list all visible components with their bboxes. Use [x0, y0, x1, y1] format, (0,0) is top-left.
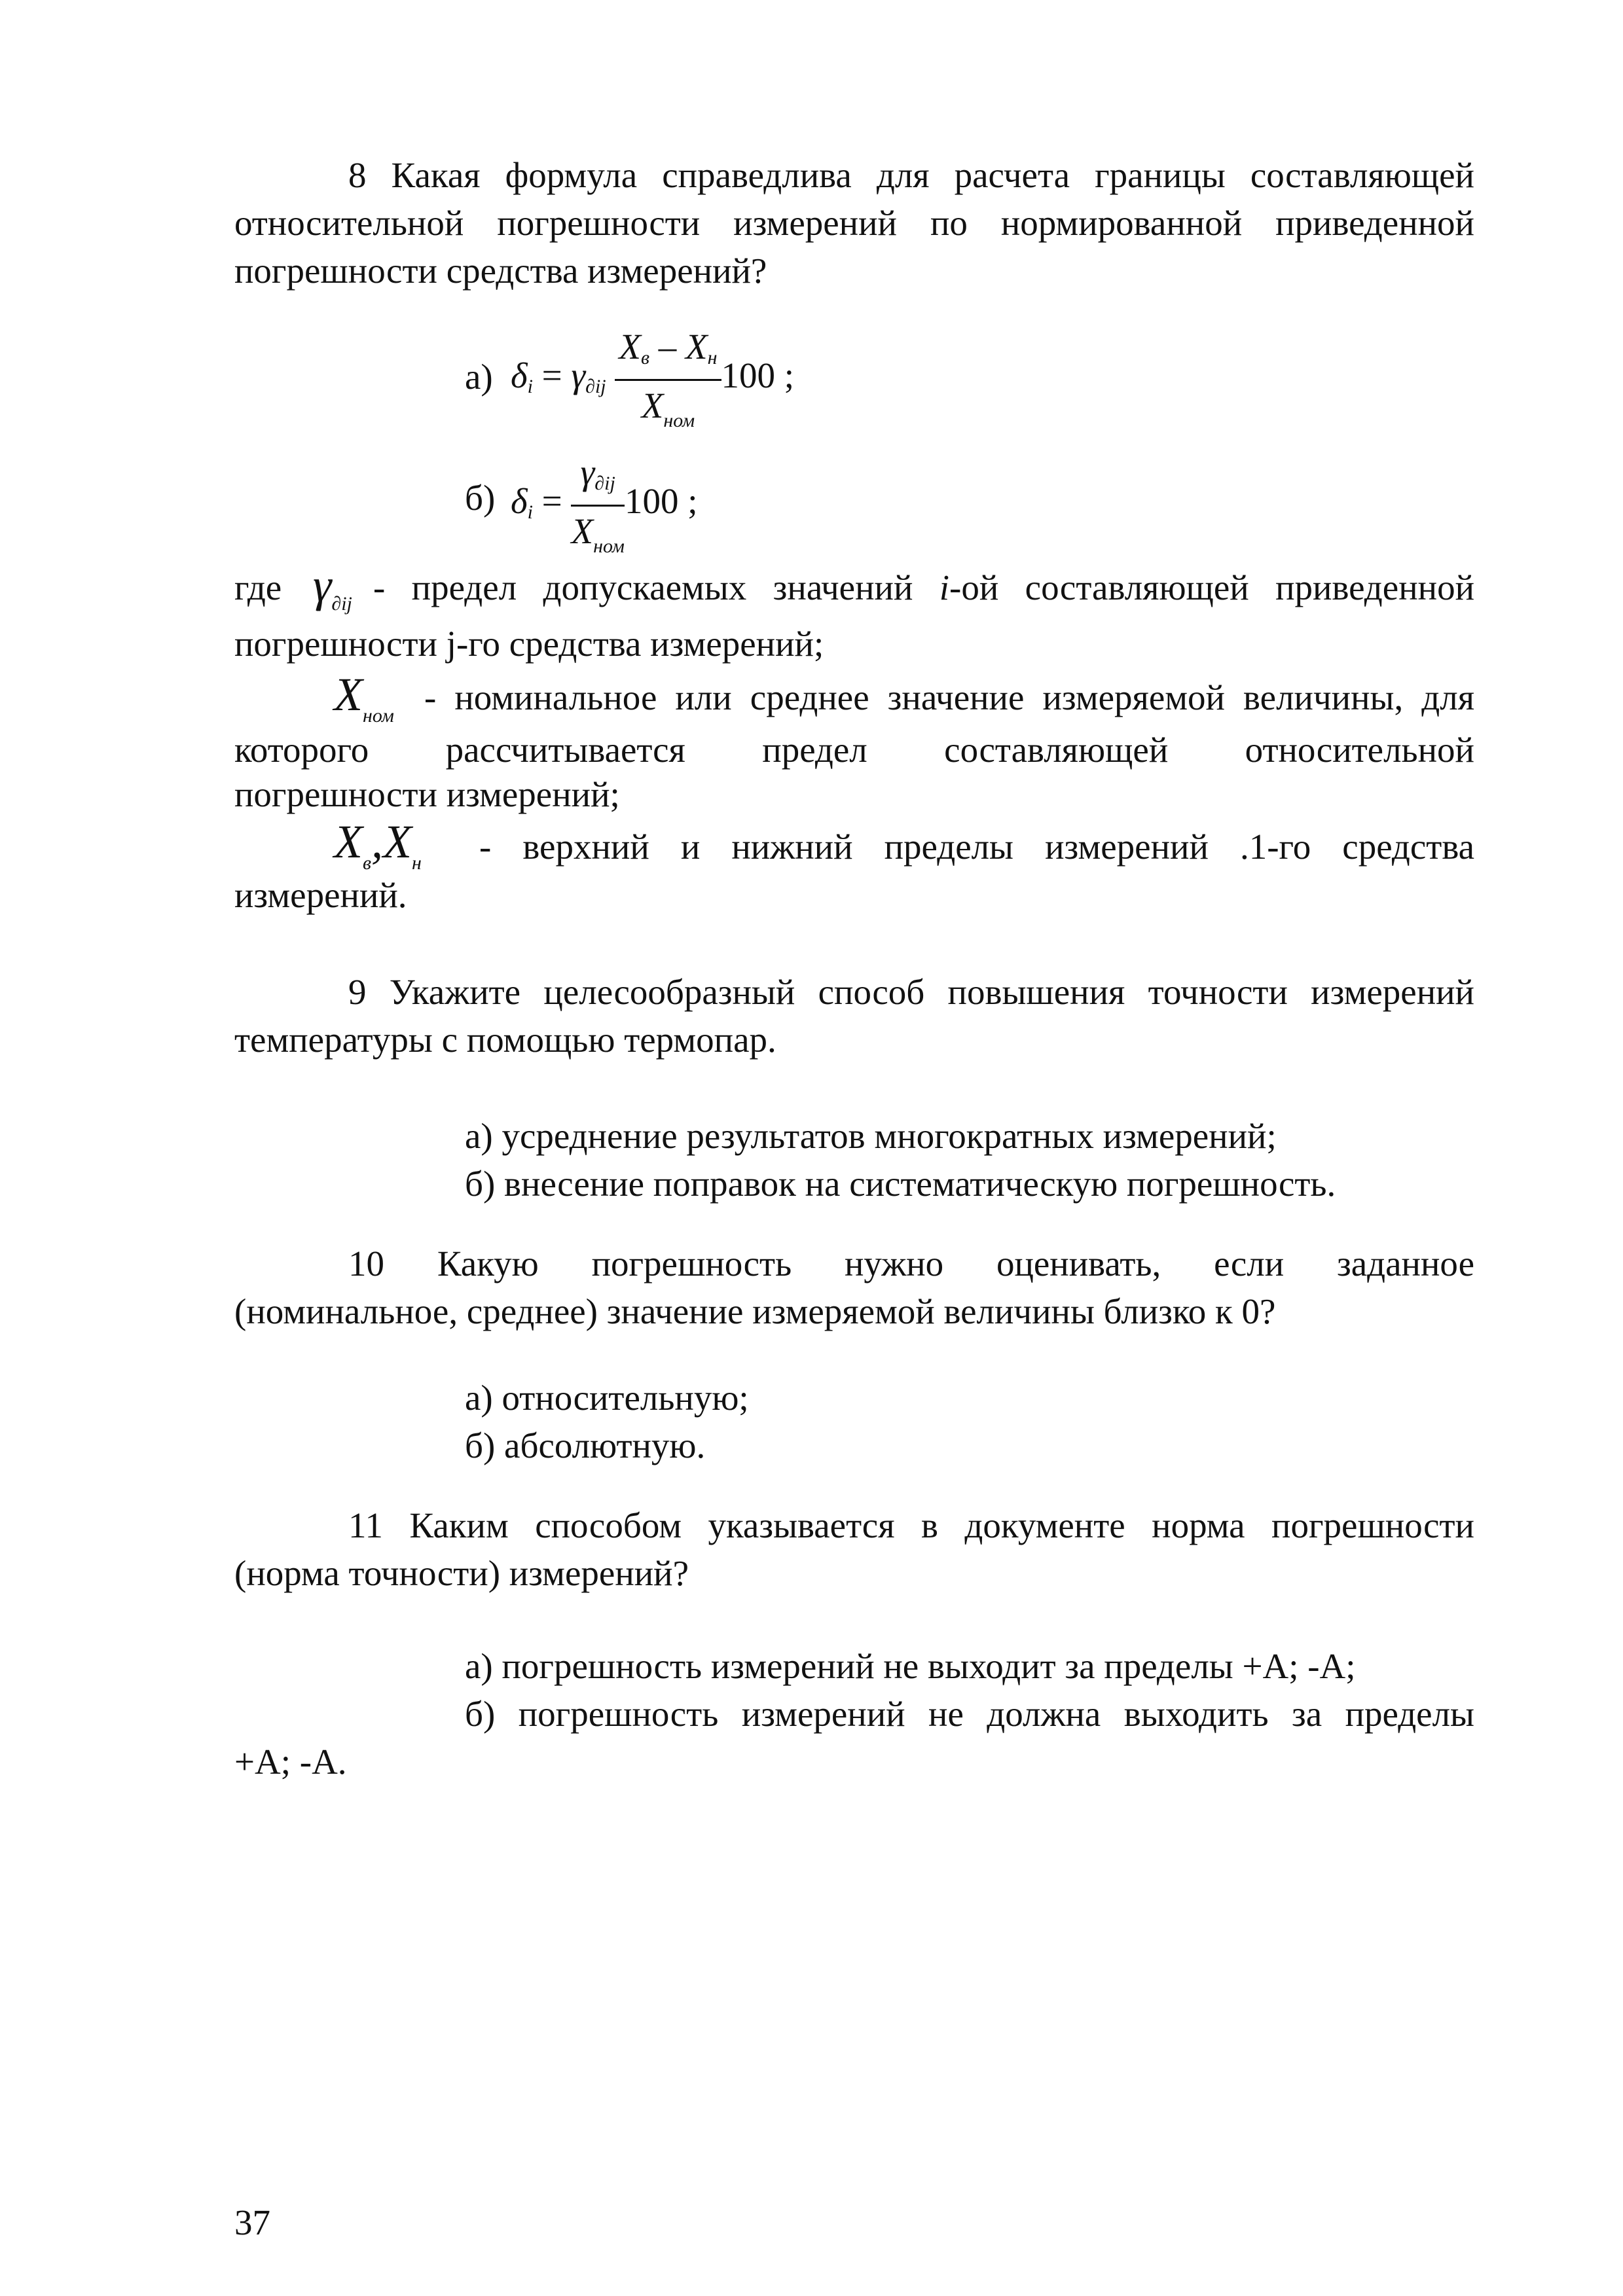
formula-a-xn: X [685, 327, 708, 367]
formula-b-gamma-sub: ∂ij [594, 473, 615, 494]
xvn-line2: измерений. [234, 875, 407, 915]
q8-line2: относительной погрешности измерений по нормированной приведенной [234, 203, 1474, 243]
xvn-line1: - верхний и нижний пределы измерений .1-го средства [479, 827, 1474, 867]
q9-option-a: а) усреднение результатов многократных измерений; [465, 1116, 1277, 1156]
q9-line1: 9 Укажите целесообразный способ повышения точности измерений [348, 972, 1474, 1012]
formula-b-xnom-sub: ном [593, 535, 625, 557]
xn-x: X [383, 816, 412, 868]
xnom-sub: ном [362, 705, 394, 726]
formula-b-100: 100 [624, 481, 679, 522]
q11-option-a: а) погрешность измерений не выходит за пределы +А; -А; [465, 1646, 1356, 1686]
formula-a-xnom-sub: ном [663, 410, 695, 431]
formula-a-semicolon: ; [784, 355, 795, 396]
xnom-line3: погрешности измерений; [234, 774, 620, 814]
q9-option-b: б) внесение поправок на систематическую погрешность. [465, 1164, 1336, 1204]
q10-line1: 10 Какую погрешность нужно оценивать, если заданное [348, 1244, 1474, 1283]
where-line2: погрешности j-го средства измерений; [234, 624, 824, 664]
formula-a [511, 326, 794, 433]
formula-b-semicolon: ; [687, 481, 698, 522]
formula-a-label: а) [465, 357, 493, 397]
xnom-x: X [334, 668, 363, 721]
formula-a-xv-sub: в [641, 347, 650, 368]
formula-b-gamma: γ [580, 452, 595, 492]
where-text1: - предел допускаемых значений [373, 567, 913, 607]
where-word: где [234, 567, 282, 607]
formula-b-delta-sub: i [527, 501, 533, 524]
formula-a-eq: = [541, 355, 562, 396]
xn-sub: н [412, 852, 422, 874]
q11-line2: (норма точности) измерений? [234, 1553, 689, 1593]
formula-b-eq: = [541, 481, 562, 522]
formula-a-delta-sub: i [527, 376, 533, 398]
formula-a-xnom: X [641, 386, 664, 425]
where-i: i [939, 567, 950, 607]
formula-a-delta: δ [511, 355, 528, 396]
q11-line1: 11 Каким способом указывается в документе норма погрешности [348, 1505, 1474, 1545]
q11-option-b-line1: б) погрешность измерений не должна выходить за пределы [465, 1694, 1474, 1734]
where-text2: -ой составляющей приведенной [949, 567, 1474, 607]
q10-line2: (номинальное, среднее) значение измеряемой величины близко к 0? [234, 1291, 1276, 1331]
q8-line3: погрешности средства измерений? [234, 251, 767, 291]
where-line1 [373, 564, 1474, 611]
xnom-line2: которого рассчитывается предел составляющей относительной [234, 730, 1474, 770]
q10-option-b: б) абсолютную. [465, 1426, 706, 1465]
q9-line2: температуры с помощью термопар. [234, 1020, 776, 1060]
formula-a-100: 100 [721, 355, 776, 396]
formula-a-gamma: γ [571, 355, 586, 396]
xnom-symbol [334, 668, 394, 728]
formula-b-xnom: X [571, 511, 594, 551]
formula-a-xv: X [619, 327, 641, 367]
formula-b-delta: δ [511, 481, 528, 522]
formula-a-xn-sub: н [707, 347, 718, 368]
where-gamma-sub: ∂ij [331, 593, 352, 615]
q10-option-a: а) относительную; [465, 1378, 749, 1418]
formula-a-gamma-sub: ∂ij [585, 376, 606, 398]
formula-b-label: б) [465, 478, 496, 518]
formula-b [511, 452, 697, 558]
xvn-symbols [334, 818, 422, 875]
page-number: 37 [234, 2202, 270, 2242]
xvn-comma: , [371, 816, 384, 868]
xnom-line1: - номинальное или среднее значение измеряемой величины, для [424, 677, 1474, 717]
xv-x: X [334, 816, 363, 868]
formula-b-fraction [571, 452, 625, 558]
q11-option-b-line2: +А; -А. [234, 1742, 347, 1782]
where-gamma-symbol [313, 559, 352, 619]
q8-line1: 8 Какая формула справедлива для расчета границы составляющей [348, 155, 1474, 195]
xv-sub: в [362, 852, 372, 874]
where-gamma: γ [313, 559, 332, 611]
formula-a-minus: – [658, 327, 677, 367]
formula-a-fraction [615, 326, 721, 433]
